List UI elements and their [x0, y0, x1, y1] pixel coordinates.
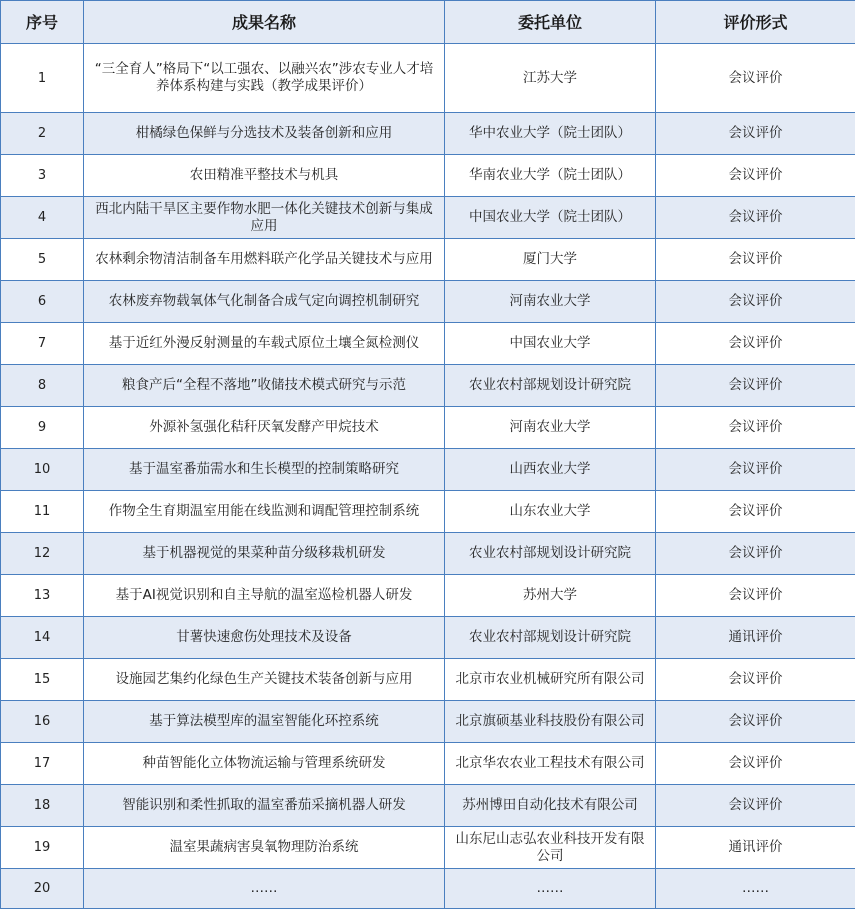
- table-row: [1, 659, 855, 701]
- cell-unit: 华中农业大学（院士团队）: [445, 113, 656, 155]
- table-body: [1, 44, 855, 909]
- cell-form: ……: [656, 869, 855, 909]
- cell-unit: 北京市农业机械研究所有限公司: [445, 659, 656, 701]
- cell-form: 会议评价: [656, 197, 855, 239]
- cell-name: 西北内陆干旱区主要作物水肥一体化关键技术创新与集成应用: [84, 197, 445, 239]
- header-name: 成果名称: [84, 1, 445, 44]
- cell-no: 3: [1, 155, 84, 197]
- cell-unit: 厦门大学: [445, 239, 656, 281]
- cell-unit: 河南农业大学: [445, 407, 656, 449]
- cell-unit: 中国农业大学: [445, 323, 656, 365]
- cell-unit: 农业农村部规划设计研究院: [445, 533, 656, 575]
- table-row: [1, 743, 855, 785]
- table-row: [1, 323, 855, 365]
- cell-no: 6: [1, 281, 84, 323]
- table-row: [1, 113, 855, 155]
- table-row: [1, 869, 855, 909]
- table-row: [1, 617, 855, 659]
- cell-name: 外源补氢强化秸秆厌氧发酵产甲烷技术: [84, 407, 445, 449]
- cell-form: 会议评价: [656, 659, 855, 701]
- cell-name: ……: [84, 869, 445, 909]
- cell-no: 9: [1, 407, 84, 449]
- cell-no: 17: [1, 743, 84, 785]
- cell-no: 12: [1, 533, 84, 575]
- header-no: 序号: [1, 1, 84, 44]
- cell-no: 7: [1, 323, 84, 365]
- cell-unit: 华南农业大学（院士团队）: [445, 155, 656, 197]
- cell-name: 温室果蔬病害臭氧物理防治系统: [84, 827, 445, 869]
- table-row: [1, 197, 855, 239]
- table-row: [1, 491, 855, 533]
- table-row: [1, 155, 855, 197]
- cell-form: 通讯评价: [656, 827, 855, 869]
- header-row: [1, 1, 855, 44]
- cell-no: 15: [1, 659, 84, 701]
- cell-unit: 北京旗硕基业科技股份有限公司: [445, 701, 656, 743]
- cell-no: 19: [1, 827, 84, 869]
- cell-name: 基于机器视觉的果菜种苗分级移栽机研发: [84, 533, 445, 575]
- cell-form: 会议评价: [656, 323, 855, 365]
- table-header: [1, 1, 855, 44]
- cell-unit: 农业农村部规划设计研究院: [445, 365, 656, 407]
- cell-name: 农林剩余物清洁制备车用燃料联产化学品关键技术与应用: [84, 239, 445, 281]
- header-unit: 委托单位: [445, 1, 656, 44]
- header-form: 评价形式: [656, 1, 855, 44]
- table-row: [1, 407, 855, 449]
- table-row: [1, 449, 855, 491]
- cell-form: 会议评价: [656, 44, 855, 113]
- cell-no: 16: [1, 701, 84, 743]
- cell-unit: 苏州博田自动化技术有限公司: [445, 785, 656, 827]
- cell-name: “三全育人”格局下“以工强农、以融兴农”涉农专业人才培养体系构建与实践（教学成果评价）: [84, 44, 445, 113]
- table-row: [1, 365, 855, 407]
- cell-no: 5: [1, 239, 84, 281]
- table-row: [1, 239, 855, 281]
- table-row: [1, 701, 855, 743]
- cell-no: 10: [1, 449, 84, 491]
- cell-form: 会议评价: [656, 239, 855, 281]
- cell-unit: 山东农业大学: [445, 491, 656, 533]
- cell-form: 会议评价: [656, 701, 855, 743]
- cell-no: 2: [1, 113, 84, 155]
- cell-name: 基于AI视觉识别和自主导航的温室巡检机器人研发: [84, 575, 445, 617]
- cell-form: 通讯评价: [656, 617, 855, 659]
- cell-form: 会议评价: [656, 575, 855, 617]
- cell-name: 种苗智能化立体物流运输与管理系统研发: [84, 743, 445, 785]
- cell-no: 14: [1, 617, 84, 659]
- cell-no: 4: [1, 197, 84, 239]
- cell-unit: 山东尼山志弘农业科技开发有限公司: [445, 827, 656, 869]
- table-row: [1, 44, 855, 113]
- cell-no: 13: [1, 575, 84, 617]
- cell-form: 会议评价: [656, 785, 855, 827]
- cell-form: 会议评价: [656, 407, 855, 449]
- cell-form: 会议评价: [656, 113, 855, 155]
- table-row: [1, 827, 855, 869]
- cell-name: 作物全生育期温室用能在线监测和调配管理控制系统: [84, 491, 445, 533]
- cell-name: 基于温室番茄需水和生长模型的控制策略研究: [84, 449, 445, 491]
- cell-no: 8: [1, 365, 84, 407]
- cell-form: 会议评价: [656, 743, 855, 785]
- cell-name: 甘薯快速愈伤处理技术及设备: [84, 617, 445, 659]
- cell-no: 18: [1, 785, 84, 827]
- cell-unit: 北京华农农业工程技术有限公司: [445, 743, 656, 785]
- cell-unit: ……: [445, 869, 656, 909]
- cell-form: 会议评价: [656, 533, 855, 575]
- cell-form: 会议评价: [656, 281, 855, 323]
- cell-unit: 江苏大学: [445, 44, 656, 113]
- cell-name: 粮食产后“全程不落地”收储技术模式研究与示范: [84, 365, 445, 407]
- cell-form: 会议评价: [656, 491, 855, 533]
- cell-unit: 河南农业大学: [445, 281, 656, 323]
- cell-no: 20: [1, 869, 84, 909]
- cell-name: 基于近红外漫反射测量的车载式原位土壤全氮检测仪: [84, 323, 445, 365]
- table-row: [1, 281, 855, 323]
- table-row: [1, 575, 855, 617]
- cell-form: 会议评价: [656, 155, 855, 197]
- cell-unit: 中国农业大学（院士团队）: [445, 197, 656, 239]
- cell-name: 农田精准平整技术与机具: [84, 155, 445, 197]
- cell-unit: 农业农村部规划设计研究院: [445, 617, 656, 659]
- cell-name: 智能识别和柔性抓取的温室番茄采摘机器人研发: [84, 785, 445, 827]
- cell-no: 11: [1, 491, 84, 533]
- cell-name: 农林废弃物载氧体气化制备合成气定向调控机制研究: [84, 281, 445, 323]
- table-row: [1, 533, 855, 575]
- table-row: [1, 785, 855, 827]
- cell-name: 柑橘绿色保鲜与分选技术及装备创新和应用: [84, 113, 445, 155]
- cell-form: 会议评价: [656, 365, 855, 407]
- cell-form: 会议评价: [656, 449, 855, 491]
- cell-unit: 山西农业大学: [445, 449, 656, 491]
- cell-name: 基于算法模型库的温室智能化环控系统: [84, 701, 445, 743]
- cell-no: 1: [1, 44, 84, 113]
- cell-unit: 苏州大学: [445, 575, 656, 617]
- cell-name: 设施园艺集约化绿色生产关键技术装备创新与应用: [84, 659, 445, 701]
